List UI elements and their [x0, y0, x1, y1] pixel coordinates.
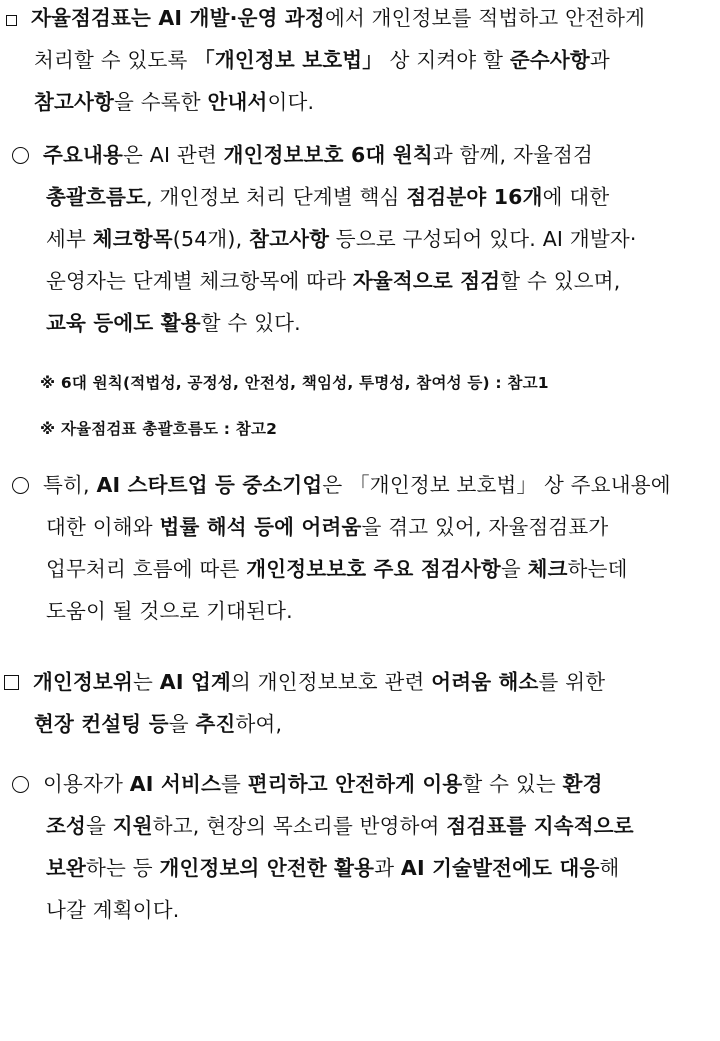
bold-text: 총괄흐름도 [46, 185, 147, 209]
bold-text: 지원 [112, 814, 153, 838]
note-line [0, 369, 720, 397]
text: 하여, [235, 712, 283, 736]
text-line [0, 471, 720, 499]
square-bullet-icon [4, 675, 19, 690]
bold-text: ※ 6대 원칙(적법성, 공정성, 안전성, 책임성, 투명성, 참여성 등) : 참고1 [40, 374, 549, 392]
text: 을 겪고 있어, 자율점검표가 [361, 515, 609, 539]
note-line [0, 415, 720, 443]
text: 해 [599, 856, 620, 880]
text: 도움이 될 것으로 기대된다. [46, 599, 293, 623]
bold-text: 준수사항 [509, 48, 590, 72]
bold-text: 개인정보보호 6대 원칙 [223, 143, 433, 167]
small-square-bullet-icon [6, 15, 17, 26]
text: 이다. [267, 90, 315, 114]
bold-text: 체크 [527, 557, 568, 581]
bold-text: 보완 [46, 856, 87, 880]
text: 을 [168, 712, 196, 736]
text: 특히, [43, 473, 97, 497]
text-line [0, 668, 720, 696]
bold-text: 개인정보위 [33, 670, 134, 694]
text-line [0, 183, 720, 211]
bold-text: 환경 [562, 772, 603, 796]
text: 세부 [46, 227, 93, 251]
text: 할 수 있는 [462, 772, 563, 796]
text-line [0, 88, 720, 116]
text: 는 [133, 670, 160, 694]
text-line [0, 225, 720, 253]
text: 과 [374, 856, 401, 880]
text-line [0, 267, 720, 295]
text: 운영자는 단계별 체크항목에 따라 [46, 269, 353, 293]
text: 은 「개인정보 보호법」 상 주요내용에 [322, 473, 671, 497]
text: 하는데 [567, 557, 628, 581]
text-line [0, 309, 720, 337]
text: 에 대한 [542, 185, 610, 209]
text: 하는 등 [86, 856, 160, 880]
bold-text: 「개인정보 보호법」 [194, 48, 383, 72]
text: 은 AI 관련 [123, 143, 224, 167]
text-line [0, 770, 720, 798]
text: 을 [86, 814, 113, 838]
text: (54개), [172, 227, 250, 251]
text-line [0, 46, 720, 74]
bold-text: 조성 [46, 814, 87, 838]
text: 를 [220, 772, 248, 796]
bold-text: 교육 등에도 활용 [46, 311, 201, 335]
text: 에서 개인정보를 적법하고 안전하게 [324, 6, 646, 30]
bold-text: 참고사항 [249, 227, 330, 251]
text: 할 수 있다. [200, 311, 301, 335]
text: 나갈 계획이다. [46, 898, 180, 922]
bold-text: 법률 해석 등에 어려움 [159, 515, 362, 539]
text-line [0, 513, 720, 541]
circle-bullet-icon [12, 147, 29, 164]
bold-text: 점검표를 지속적으로 [446, 814, 634, 838]
bold-text: 편리하고 안전하게 이용 [247, 772, 463, 796]
bold-text: 추진 [195, 712, 236, 736]
text-line [0, 812, 720, 840]
bold-text: AI 서비스 [129, 772, 221, 796]
bold-text: 어려움 해소 [431, 670, 539, 694]
bold-text: 주요내용 [43, 143, 124, 167]
bold-text: 참고사항 [34, 90, 115, 114]
text: 의 개인정보보호 관련 [231, 670, 432, 694]
text: 을 [500, 557, 528, 581]
text: 를 위한 [538, 670, 606, 694]
bold-text: 체크항목 [92, 227, 173, 251]
text: , 개인정보 처리 단계별 핵심 [146, 185, 407, 209]
text: 이용자가 [43, 772, 130, 796]
bold-text: AI 스타트업 등 중소기업 [96, 473, 323, 497]
text: 과 함께, 자율점검 [432, 143, 593, 167]
text: 할 수 있으며, [500, 269, 621, 293]
text: 을 수록한 [114, 90, 208, 114]
text-line [0, 854, 720, 882]
text-line [0, 555, 720, 583]
text: 과 [589, 48, 610, 72]
bold-text: AI 업계 [159, 670, 231, 694]
text-line [0, 597, 720, 625]
bold-text: 개인정보보호 주요 점검사항 [246, 557, 501, 581]
bold-text: 현장 컨설팅 등 [34, 712, 169, 736]
text-line [0, 4, 720, 32]
bold-text: 안내서 [207, 90, 268, 114]
bold-text: 개인정보의 안전한 활용 [159, 856, 375, 880]
circle-bullet-icon [12, 776, 29, 793]
text: 등으로 구성되어 있다. AI 개발자· [329, 227, 637, 251]
text: 하고, 현장의 목소리를 반영하여 [152, 814, 447, 838]
text: 업무처리 흐름에 따른 [46, 557, 247, 581]
text: 상 지켜야 할 [382, 48, 510, 72]
text-line [0, 896, 720, 924]
bold-text: ※ 자율점검표 총괄흐름도 : 참고2 [40, 420, 278, 438]
bold-text: AI 기술발전에도 대응 [400, 856, 600, 880]
bold-text: 점검분야 16개 [406, 185, 543, 209]
text-line [0, 141, 720, 169]
bold-text: AI 개발·운영 과정 [158, 6, 325, 30]
text-line [0, 710, 720, 738]
bold-text: 자율점검표는 [31, 6, 159, 30]
circle-bullet-icon [12, 477, 29, 494]
bold-text: 자율적으로 점검 [352, 269, 501, 293]
text: 처리할 수 있도록 [34, 48, 195, 72]
text: 대한 이해와 [46, 515, 160, 539]
